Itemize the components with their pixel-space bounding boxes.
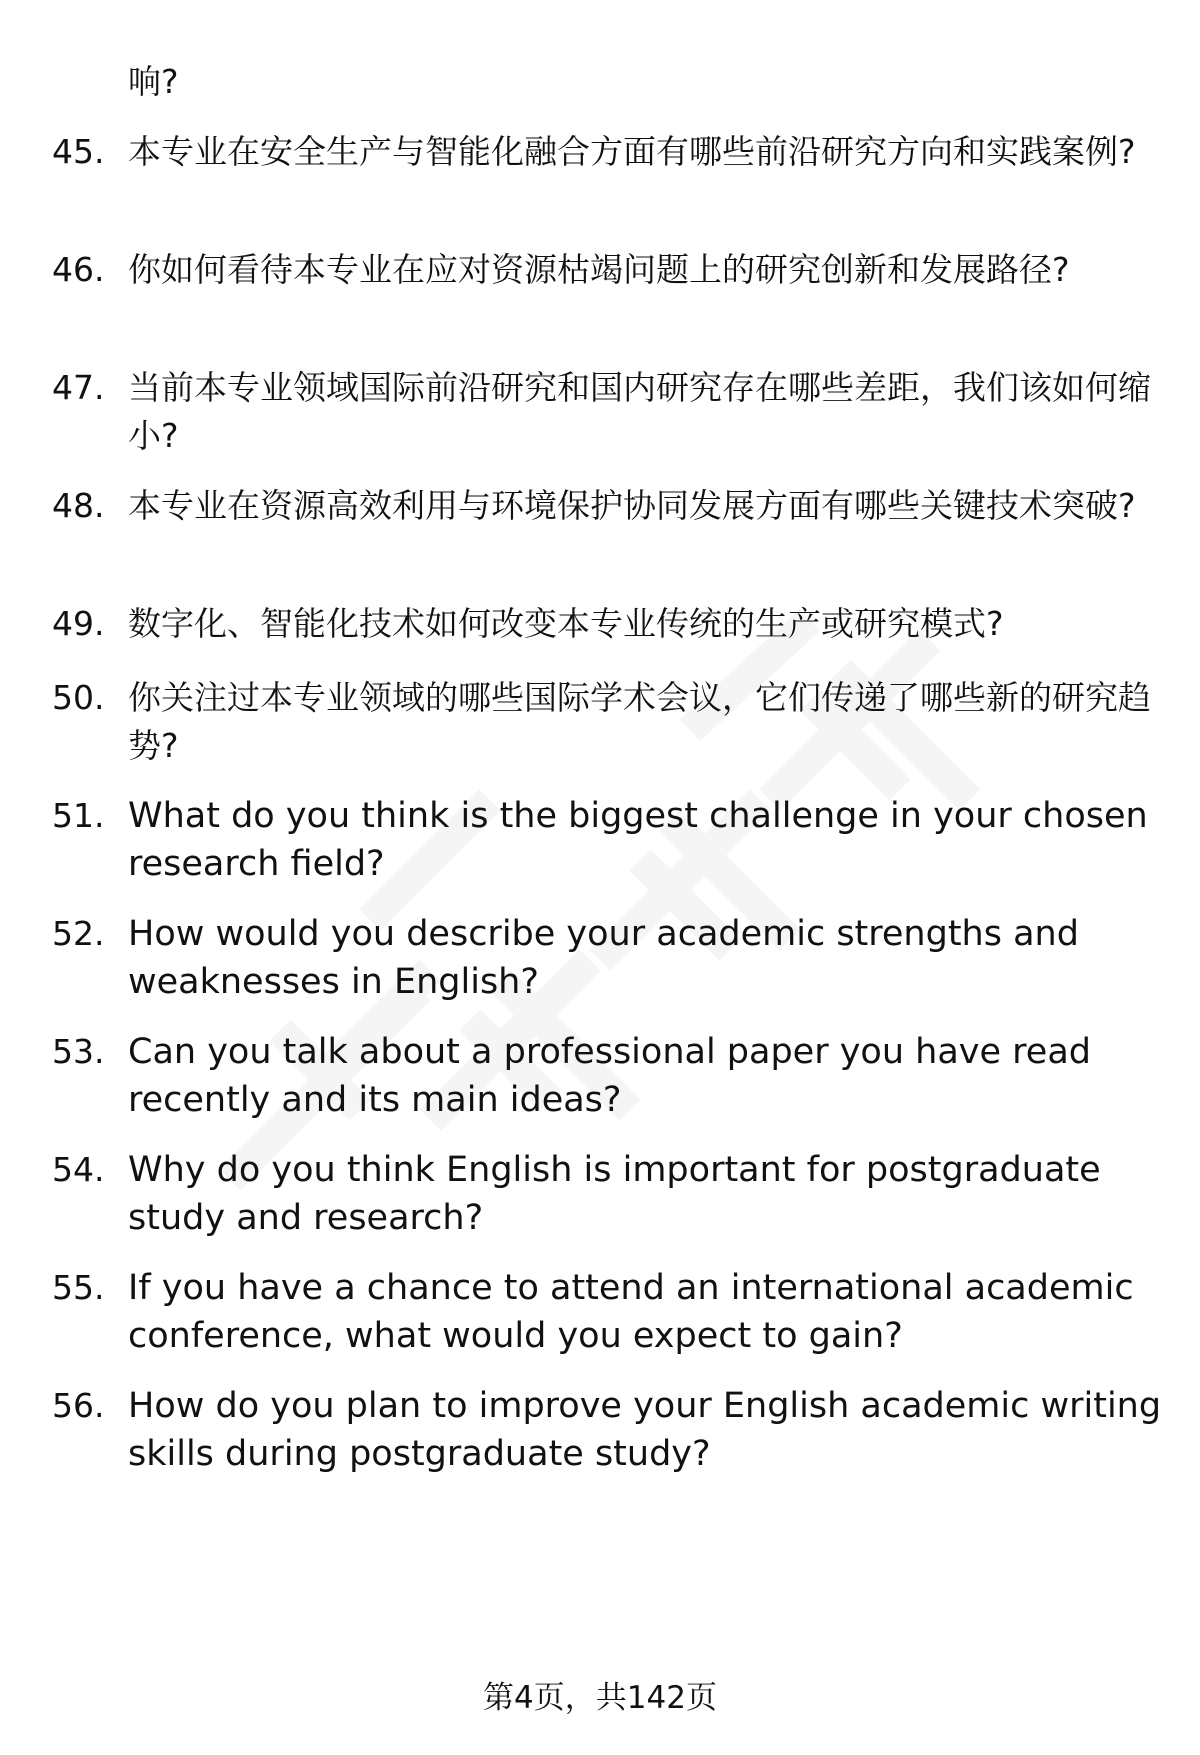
question-number: 52. — [52, 914, 105, 953]
continuation-text: 响? — [128, 62, 179, 101]
question-text: 本专业在安全生产与智能化融合方面有哪些前沿研究方向和实践案例? — [128, 132, 1136, 171]
question-number: 53. — [52, 1032, 105, 1071]
question-text: 你如何看待本专业在应对资源枯竭问题上的研究创新和发展路径? — [128, 250, 1070, 289]
question-text: Why do you think English is important for postgraduate study and research? — [128, 1150, 1101, 1238]
page-footer: 第4页，共142页 — [483, 1680, 717, 1716]
question-text: How do you plan to improve your English academic writing skills during postgraduate study? — [128, 1386, 1162, 1474]
question-text: 你关注过本专业领域的哪些国际学术会议，它们传递了哪些新的研究趋势? — [128, 678, 1151, 765]
question-number: 50. — [52, 678, 105, 717]
question-number: 54. — [52, 1150, 105, 1189]
question-text: If you have a chance to attend an international academic conference, what would you expect to gain? — [128, 1268, 1134, 1356]
question-number: 51. — [52, 796, 105, 835]
question-number: 46. — [52, 250, 105, 289]
question-text: Can you talk about a professional paper you have read recently and its main ideas? — [128, 1032, 1091, 1120]
question-text: 本专业在资源高效利用与环境保护协同发展方面有哪些关键技术突破? — [128, 486, 1136, 525]
question-number: 45. — [52, 132, 105, 171]
question-text: What do you think is the biggest challenge in your chosen research field? — [128, 796, 1148, 884]
question-number: 48. — [52, 486, 105, 525]
question-number: 56. — [52, 1386, 105, 1425]
question-number: 49. — [52, 604, 105, 643]
question-number: 47. — [52, 368, 105, 407]
question-text: 当前本专业领域国际前沿研究和国内研究存在哪些差距，我们该如何缩小? — [128, 368, 1151, 455]
question-number: 55. — [52, 1268, 105, 1307]
question-text: 数字化、智能化技术如何改变本专业传统的生产或研究模式? — [128, 604, 1004, 643]
question-text: How would you describe your academic strengths and weaknesses in English? — [128, 914, 1079, 1002]
